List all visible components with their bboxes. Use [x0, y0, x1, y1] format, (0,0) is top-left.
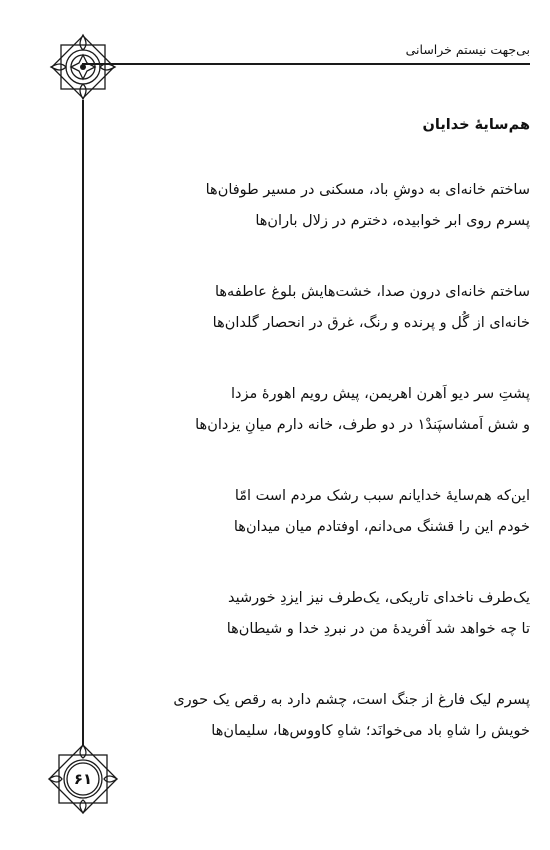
stanza: [100, 583, 530, 645]
stanza: [100, 175, 530, 237]
verse-line: پسرم روی ابر خوابیده، دخترم در زلال باران‌ها: [255, 213, 530, 229]
verse-line: خویش را شاهِ باد می‌خوانَد؛ شاهِ کاووس‌ها، سلیمان‌ها: [211, 723, 530, 739]
verse-line: ساختم خانه‌ای درون صدا، خشت‌هایش بلوغ عاطفه‌ها: [214, 284, 530, 300]
verse-line: و شش اَمشاسپَندْ۱ در دو طرف، خانه دارم میانِ یزدان‌ها: [195, 417, 530, 433]
verse-line: پسرم لیک فارغ از جنگ است، چشم دارد به رقص یک حوری: [173, 692, 530, 708]
header-rule: [82, 63, 530, 65]
verse-line: این‌که هم‌سایهٔ خدایانم سبب رشک مردم است امّا: [234, 488, 530, 504]
verse-line: خودم این را قشنگ می‌دانم، اوفتادم میان میدان‌ها: [233, 519, 530, 535]
poem-title: هم‌سایهٔ خدایان: [422, 117, 530, 133]
running-header: بی‌جهت نیستم خراسانی: [405, 42, 530, 57]
stanza: [100, 481, 530, 543]
margin-rule: [82, 100, 84, 745]
stanza: [100, 685, 530, 747]
stanza: [100, 277, 530, 339]
poem-body: [100, 175, 530, 787]
page-number: ۶۱: [73, 770, 93, 788]
verse-line: تا چه خواهد شد آفریدهٔ من در نبردِ خدا و شیطان‌ها: [226, 621, 530, 637]
stanza: [100, 379, 530, 441]
verse-line: یک‌طرف ناخدای تاریکی، یک‌طرف نیز ایزدِ خورشید: [227, 590, 530, 606]
verse-line: پشتِ سر دیو اَهرن اهریمن، پیش رویم اهورهٔ مزدا: [231, 386, 530, 402]
verse-line: خانه‌ای از گُل و پرنده و رنگ، غرق در انحصار گلدان‌ها: [212, 315, 530, 331]
verse-line: ساختم خانه‌ای به دوشِ باد، مسکنی در مسیر طوفان‌ها: [205, 182, 530, 198]
